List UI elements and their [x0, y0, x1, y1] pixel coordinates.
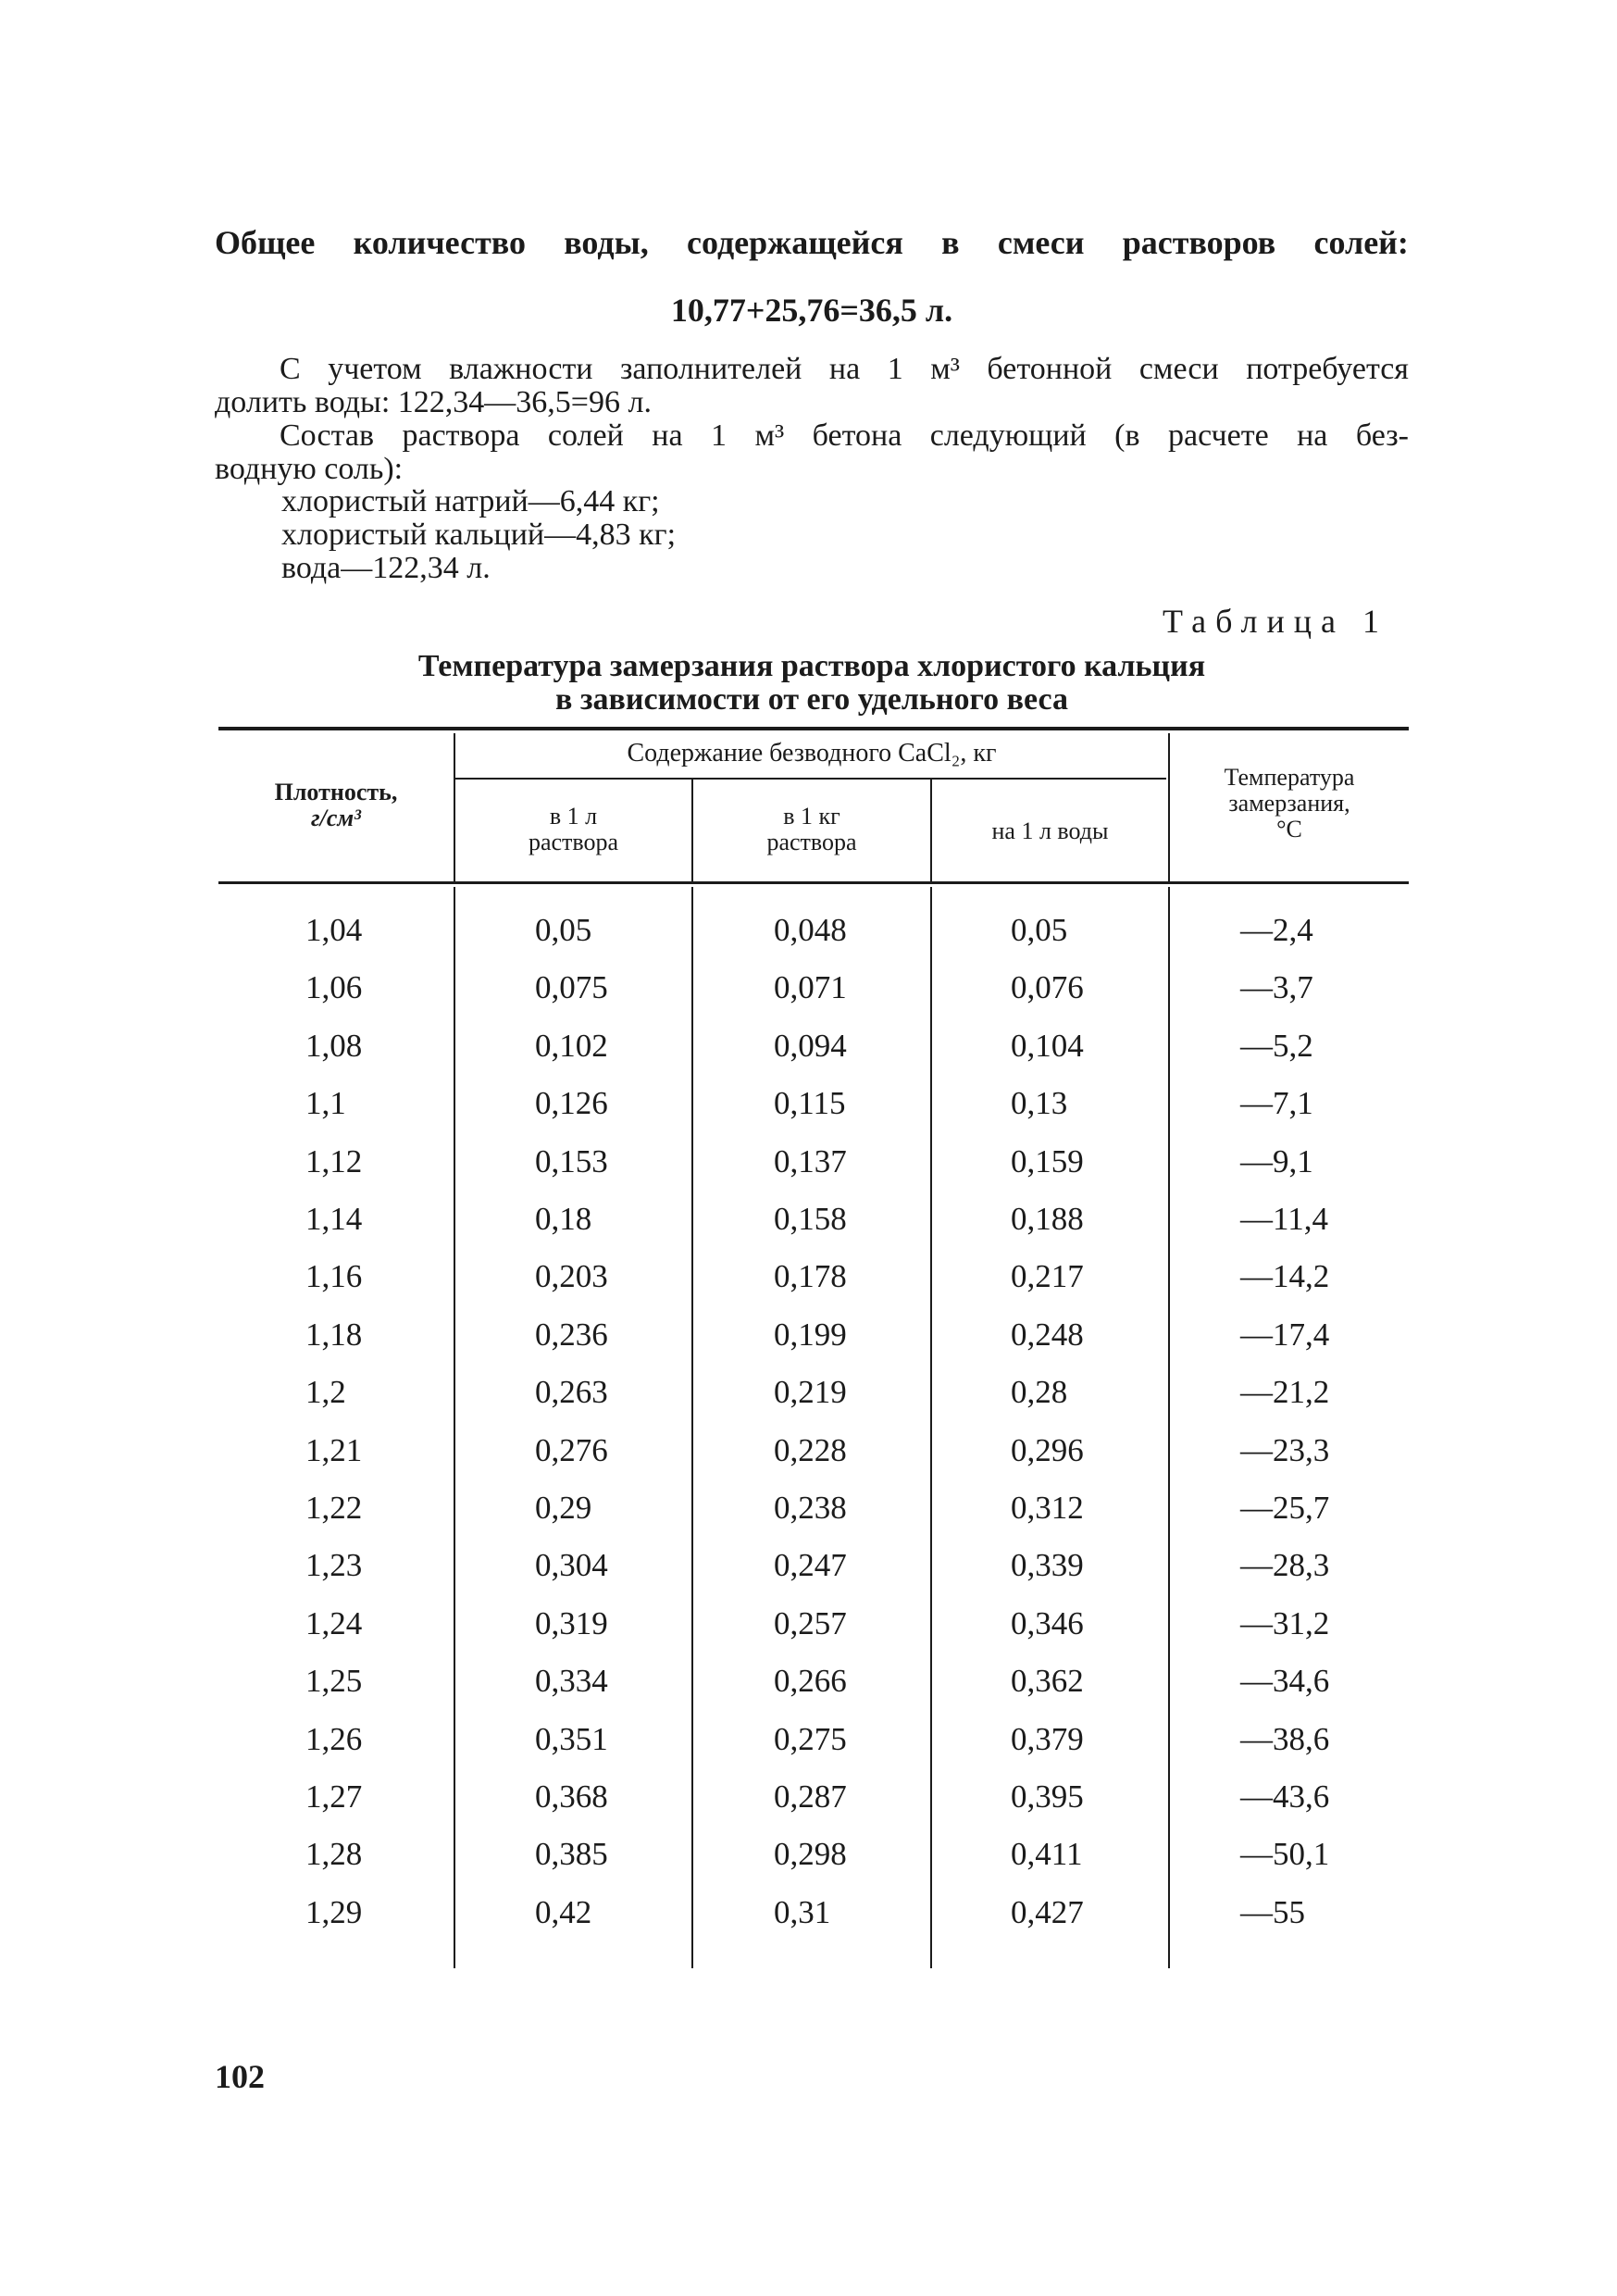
- word: расчете: [1168, 418, 1269, 453]
- word: Состав: [280, 418, 375, 453]
- cell-per-liter-water: 0,362: [1011, 1663, 1084, 1700]
- cell-per-kg-solution: 0,199: [774, 1316, 847, 1353]
- cell-per-kg-solution: 0,257: [774, 1604, 847, 1641]
- header-per-kg-solution: [693, 804, 930, 855]
- cell-freezing-temp: —31,2: [1240, 1604, 1330, 1641]
- word: бетонной: [987, 352, 1113, 386]
- cell-density: 1,12: [305, 1142, 363, 1179]
- list-item: вода—122,34 л.: [281, 551, 491, 585]
- cell-per-kg-solution: 0,219: [774, 1374, 847, 1411]
- table-header-rule: [218, 881, 1409, 884]
- cell-density: 1,27: [305, 1778, 363, 1815]
- cell-per-liter-solution: 0,304: [535, 1547, 608, 1584]
- word: м³: [754, 418, 785, 453]
- cell-density: 1,22: [305, 1490, 363, 1526]
- cell-freezing-temp: —38,6: [1240, 1720, 1330, 1757]
- cell-per-liter-water: 0,13: [1011, 1085, 1068, 1122]
- word: на: [1297, 418, 1328, 453]
- paragraph-moisture-line-1: [215, 353, 1409, 386]
- word: заполнителей: [620, 352, 802, 386]
- cell-per-liter-solution: 0,368: [535, 1778, 608, 1815]
- word: содержащейся: [687, 224, 903, 261]
- word: м³: [930, 352, 960, 386]
- cell-per-liter-solution: 0,263: [535, 1374, 608, 1411]
- list-item: хлористый кальций—4,83 кг;: [281, 518, 677, 552]
- word: воды,: [564, 224, 649, 261]
- cell-density: 1,24: [305, 1604, 363, 1641]
- cell-per-kg-solution: 0,137: [774, 1142, 847, 1179]
- composition-list: [281, 485, 1475, 585]
- header-density: [218, 780, 454, 831]
- cell-per-kg-solution: 0,094: [774, 1027, 847, 1064]
- cell-per-liter-solution: 0,29: [535, 1490, 592, 1526]
- cell-freezing-temp: —28,3: [1240, 1547, 1330, 1584]
- cell-per-liter-solution: 0,319: [535, 1604, 608, 1641]
- header-per-liter-solution: [455, 804, 691, 855]
- cell-per-kg-solution: 0,178: [774, 1258, 847, 1295]
- word: учетом: [328, 352, 422, 386]
- word: без-: [1355, 418, 1409, 453]
- cell-per-kg-solution: 0,228: [774, 1431, 847, 1468]
- cell-per-liter-solution: 0,276: [535, 1431, 608, 1468]
- cell-per-liter-solution: 0,203: [535, 1258, 608, 1295]
- cell-per-kg-solution: 0,298: [774, 1836, 847, 1873]
- cell-density: 1,2: [305, 1374, 346, 1411]
- cell-per-liter-water: 0,427: [1011, 1893, 1084, 1930]
- cell-density: 1,04: [305, 912, 363, 948]
- word: на: [652, 418, 683, 453]
- cell-density: 1,23: [305, 1547, 363, 1584]
- header-per-liter-water: на 1 л воды: [991, 817, 1109, 844]
- cell-per-liter-water: 0,379: [1011, 1720, 1084, 1757]
- cell-per-kg-solution: 0,247: [774, 1547, 847, 1584]
- cell-per-liter-solution: 0,236: [535, 1316, 608, 1353]
- word: 1: [887, 352, 903, 386]
- group-header-underline: [454, 778, 1166, 780]
- header-sub1-line-2: раствора: [528, 829, 619, 855]
- cell-freezing-temp: —9,1: [1240, 1142, 1313, 1179]
- cell-per-liter-solution: 0,385: [535, 1836, 608, 1873]
- header-temp-line-3: °С: [1276, 816, 1302, 842]
- cell-freezing-temp: —23,3: [1240, 1431, 1330, 1468]
- paragraph-composition-line-2: водную соль):: [215, 452, 404, 486]
- cell-per-kg-solution: 0,287: [774, 1778, 847, 1815]
- table-title-line-1: Температура замерзания раствора хлористого кальция: [417, 649, 1206, 683]
- cell-per-kg-solution: 0,071: [774, 969, 847, 1006]
- cell-per-kg-solution: 0,31: [774, 1893, 831, 1930]
- cell-per-liter-solution: 0,075: [535, 969, 608, 1006]
- list-item: хлористый натрий—6,44 кг;: [281, 484, 660, 518]
- cell-freezing-temp: —43,6: [1240, 1778, 1330, 1815]
- word: бетона: [812, 418, 902, 453]
- header-temp-line-2: замерзания,: [1228, 790, 1350, 817]
- header-density-unit: г/см³: [311, 805, 361, 831]
- cell-density: 1,29: [305, 1893, 363, 1930]
- cell-per-liter-solution: 0,42: [535, 1893, 592, 1930]
- column-divider: [691, 887, 693, 1968]
- cell-per-liter-water: 0,188: [1011, 1201, 1084, 1237]
- word: влажности: [449, 352, 593, 386]
- word: Общее: [215, 224, 316, 261]
- word: потребуется: [1246, 352, 1409, 386]
- cell-freezing-temp: —5,2: [1240, 1027, 1313, 1064]
- table-title-line-2: в зависимости от его удельного веса: [555, 682, 1068, 717]
- cell-density: 1,14: [305, 1201, 363, 1237]
- paragraph-moisture-line-2: долить воды: 122,34—36,5=96 л.: [215, 385, 652, 419]
- cell-per-kg-solution: 0,238: [774, 1490, 847, 1526]
- word: С: [280, 352, 301, 386]
- cell-per-liter-solution: 0,334: [535, 1663, 608, 1700]
- cell-freezing-temp: —21,2: [1240, 1374, 1330, 1411]
- word: раствора: [402, 418, 520, 453]
- cell-per-liter-water: 0,076: [1011, 969, 1084, 1006]
- column-divider: [454, 887, 455, 1968]
- cell-freezing-temp: —7,1: [1240, 1085, 1313, 1122]
- word: солей:: [1313, 224, 1409, 261]
- cell-density: 1,16: [305, 1258, 363, 1295]
- cell-freezing-temp: —3,7: [1240, 969, 1313, 1006]
- header-sub1-line-1: в 1 л: [549, 803, 598, 830]
- header-cacl2-group: Содержание безводного CaCl₂, кг: [627, 739, 997, 767]
- cell-per-liter-water: 0,296: [1011, 1431, 1084, 1468]
- cell-per-liter-solution: 0,05: [535, 912, 592, 948]
- cell-freezing-temp: —25,7: [1240, 1490, 1330, 1526]
- header-sub2-line-2: раствора: [766, 829, 857, 855]
- header-temp-line-1: Температура: [1224, 764, 1355, 791]
- cell-per-liter-water: 0,411: [1011, 1836, 1083, 1873]
- table-label: Таблица 1: [1163, 603, 1388, 640]
- cell-per-kg-solution: 0,158: [774, 1201, 847, 1237]
- word: (в: [1114, 418, 1140, 453]
- water-sum-formula: 10,77+25,76=36,5 л.: [670, 292, 953, 329]
- cell-per-liter-water: 0,395: [1011, 1778, 1084, 1815]
- cell-density: 1,28: [305, 1836, 363, 1873]
- cell-per-liter-water: 0,159: [1011, 1142, 1084, 1179]
- intro-sentence: [215, 222, 1409, 263]
- cell-freezing-temp: —50,1: [1240, 1836, 1330, 1873]
- cell-density: 1,08: [305, 1027, 363, 1064]
- cell-per-liter-water: 0,248: [1011, 1316, 1084, 1353]
- cell-per-kg-solution: 0,048: [774, 912, 847, 948]
- cell-per-liter-solution: 0,126: [535, 1085, 608, 1122]
- table-title: [215, 650, 1409, 717]
- word: 1: [711, 418, 728, 453]
- cell-density: 1,26: [305, 1720, 363, 1757]
- cell-density: 1,25: [305, 1663, 363, 1700]
- cell-freezing-temp: —34,6: [1240, 1663, 1330, 1700]
- word: в: [941, 224, 960, 261]
- word: смеси: [1138, 352, 1219, 386]
- cell-per-liter-solution: 0,102: [535, 1027, 608, 1064]
- cell-freezing-temp: —2,4: [1240, 912, 1313, 948]
- cell-per-kg-solution: 0,115: [774, 1085, 846, 1122]
- cell-freezing-temp: —55: [1240, 1893, 1305, 1930]
- cell-freezing-temp: —11,4: [1240, 1201, 1328, 1237]
- header-freezing-temperature: [1170, 765, 1409, 842]
- cell-per-liter-water: 0,312: [1011, 1490, 1084, 1526]
- cell-per-kg-solution: 0,266: [774, 1663, 847, 1700]
- page-number: 102: [215, 2058, 265, 2095]
- header-sub2-line-1: в 1 кг: [783, 803, 840, 830]
- cell-per-liter-water: 0,346: [1011, 1604, 1084, 1641]
- cell-per-liter-solution: 0,153: [535, 1142, 608, 1179]
- column-divider: [1168, 887, 1170, 1968]
- cell-freezing-temp: —14,2: [1240, 1258, 1330, 1295]
- word: солей: [547, 418, 624, 453]
- cell-freezing-temp: —17,4: [1240, 1316, 1330, 1353]
- table-top-rule: [218, 727, 1409, 730]
- cell-per-liter-solution: 0,351: [535, 1720, 608, 1757]
- word: на: [828, 352, 861, 386]
- intro-line: [215, 222, 1409, 263]
- paragraph-composition-line-1: [215, 419, 1409, 453]
- cell-per-liter-water: 0,339: [1011, 1547, 1084, 1584]
- cell-per-liter-water: 0,217: [1011, 1258, 1084, 1295]
- cell-density: 1,06: [305, 969, 363, 1006]
- word: следующий: [929, 418, 1087, 453]
- cell-per-liter-water: 0,28: [1011, 1374, 1068, 1411]
- cell-per-liter-solution: 0,18: [535, 1201, 592, 1237]
- column-divider: [930, 887, 932, 1968]
- paragraph-composition: [215, 419, 1409, 486]
- header-density-label: Плотность,: [274, 779, 398, 805]
- cell-per-liter-water: 0,05: [1011, 912, 1068, 948]
- paragraph-moisture: [215, 353, 1409, 419]
- cell-density: 1,18: [305, 1316, 363, 1353]
- word: смеси: [997, 224, 1085, 261]
- cell-density: 1,21: [305, 1431, 363, 1468]
- word: количество: [353, 224, 526, 261]
- cell-per-liter-water: 0,104: [1011, 1027, 1084, 1064]
- cell-density: 1,1: [305, 1085, 346, 1122]
- cell-per-kg-solution: 0,275: [774, 1720, 847, 1757]
- word: растворов: [1122, 224, 1276, 261]
